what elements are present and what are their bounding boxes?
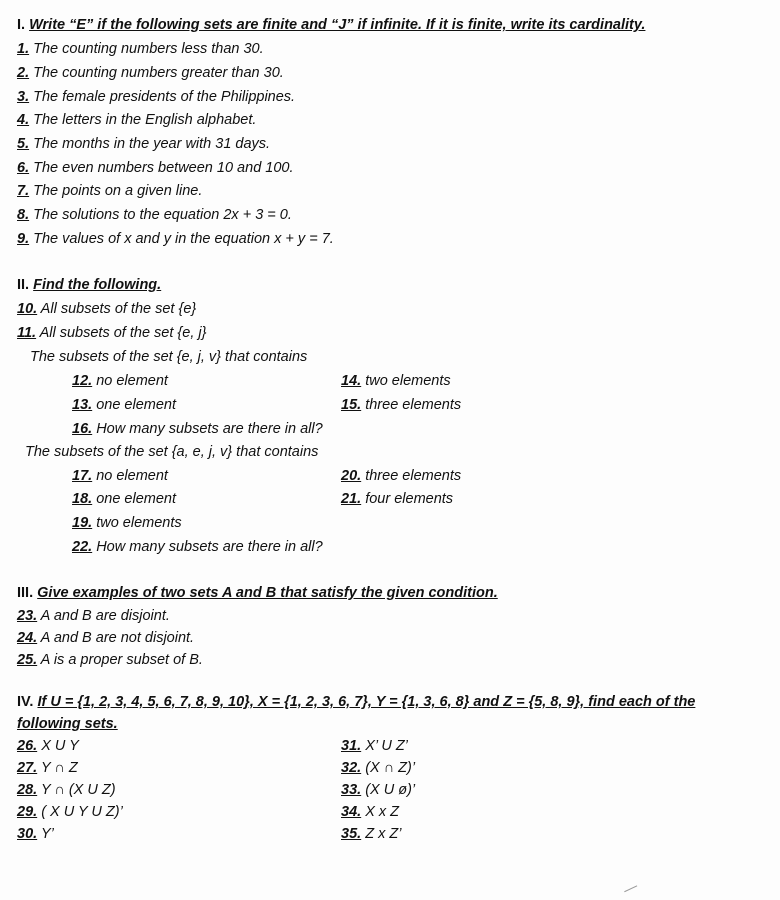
list-item	[72, 490, 176, 508]
item-number: 18.	[72, 491, 93, 507]
heading-text: If U = {1, 2, 3, 4, 5, 6, 7, 8, 9, 10}, X = {1, 2, 3, 6, 7}, Y = {1, 3, 6, 8} and Z = {5, 8, 9}, find each of the	[37, 694, 696, 710]
item-text: A and B are not disjoint.	[40, 630, 195, 646]
item-number: 34.	[341, 804, 362, 820]
item-number: 6.	[17, 160, 30, 176]
section4-heading-continued: following sets.	[17, 716, 118, 732]
list-item	[17, 230, 334, 248]
item-text: The solutions to the equation 2x + 3 = 0.	[33, 207, 292, 223]
item-number: 2.	[17, 65, 30, 81]
item-number: 24.	[17, 630, 38, 646]
item-text: (X U ø)’	[365, 782, 416, 798]
section4-heading	[17, 693, 695, 711]
item-number: 12.	[72, 373, 93, 389]
item-number: 8.	[17, 207, 30, 223]
list-item	[17, 629, 194, 647]
list-item	[341, 490, 453, 508]
item-text: How many subsets are there in all?	[96, 421, 323, 437]
item-text: one element	[96, 491, 177, 507]
item-number: 20.	[341, 468, 362, 484]
item-number: 17.	[72, 468, 93, 484]
list-item	[341, 396, 461, 414]
list-item	[341, 781, 415, 799]
item-text: three elements	[365, 468, 462, 484]
item-number: 11.	[17, 325, 37, 341]
list-item	[17, 781, 116, 799]
item-number: 14.	[341, 373, 362, 389]
item-number: 32.	[341, 760, 362, 776]
section2-heading	[17, 276, 161, 294]
list-item	[72, 467, 168, 485]
item-number: 9.	[17, 231, 30, 247]
item-number: 7.	[17, 183, 30, 199]
item-text: All subsets of the set {e}	[40, 301, 197, 317]
item-text: X’ U Z’	[365, 738, 408, 754]
item-text: The values of x and y in the equation x + y = 7.	[33, 231, 334, 247]
section-number: III.	[17, 585, 34, 601]
item-number: 31.	[341, 738, 362, 754]
heading-text: Write “E” if the following sets are finite and “J” if infinite. If it is finite, write its cardinality.	[29, 17, 646, 33]
heading-text: Give examples of two sets A and B that satisfy the given condition.	[37, 585, 498, 601]
list-item	[17, 737, 79, 755]
item-number: 10.	[17, 301, 38, 317]
item-number: 22.	[72, 539, 93, 555]
section-number: IV.	[17, 694, 34, 710]
list-item	[341, 803, 399, 821]
item-text: no element	[96, 468, 168, 484]
list-item	[17, 88, 295, 106]
item-number: 4.	[17, 112, 30, 128]
item-text: Y ∩ (X U Z)	[40, 782, 116, 798]
item-text: Y’	[40, 826, 54, 842]
item-text: X x Z	[365, 804, 400, 820]
list-item	[17, 803, 123, 821]
item-number: 35.	[341, 826, 362, 842]
list-item	[17, 206, 292, 224]
item-text: All subsets of the set {e, j}	[39, 325, 207, 341]
item-text: X U Y	[41, 738, 79, 754]
item-number: 3.	[17, 89, 30, 105]
list-item	[341, 759, 415, 777]
item-number: 15.	[341, 397, 362, 413]
item-text: ( X U Y U Z)’	[41, 804, 123, 820]
item-text: The months in the year with 31 days.	[33, 136, 271, 152]
list-item	[72, 372, 168, 390]
item-number: 16.	[72, 421, 93, 437]
item-text: three elements	[365, 397, 462, 413]
list-item	[17, 324, 206, 342]
group-intro: The subsets of the set {e, j, v} that contains	[30, 349, 308, 365]
item-text: The counting numbers greater than 30.	[33, 65, 284, 81]
group-intro: The subsets of the set {a, e, j, v} that contains	[25, 444, 319, 460]
item-text: A and B are disjoint.	[40, 608, 170, 624]
list-item	[72, 514, 182, 532]
list-item	[17, 607, 170, 625]
item-text: Y ∩ Z	[40, 760, 78, 776]
item-text: four elements	[365, 491, 454, 507]
list-item	[72, 420, 323, 438]
list-item	[17, 111, 256, 129]
section-number: I.	[17, 17, 26, 33]
item-number: 21.	[341, 491, 362, 507]
item-number: 19.	[72, 515, 93, 531]
list-item	[17, 759, 78, 777]
list-item	[341, 825, 401, 843]
list-item	[17, 135, 270, 153]
list-item	[17, 651, 203, 669]
item-text: The points on a given line.	[33, 183, 203, 199]
section1-heading	[17, 16, 645, 34]
item-text: two elements	[365, 373, 451, 389]
item-text: (X ∩ Z)’	[365, 760, 416, 776]
stray-mark	[624, 885, 640, 897]
list-item	[341, 467, 461, 485]
item-number: 5.	[17, 136, 30, 152]
item-number: 1.	[17, 41, 30, 57]
item-number: 27.	[17, 760, 38, 776]
section-number: II.	[17, 277, 30, 293]
list-item	[17, 182, 202, 200]
item-number: 28.	[17, 782, 38, 798]
item-number: 29.	[17, 804, 38, 820]
list-item	[17, 825, 54, 843]
item-text: How many subsets are there in all?	[96, 539, 323, 555]
list-item	[72, 396, 176, 414]
section3-heading	[17, 584, 498, 602]
item-text: one element	[96, 397, 177, 413]
item-text: The counting numbers less than 30.	[33, 41, 264, 57]
item-text: A is a proper subset of B.	[40, 652, 203, 668]
list-item	[17, 300, 196, 318]
item-text: The female presidents of the Philippines.	[33, 89, 296, 105]
list-item	[72, 538, 323, 556]
item-text: The letters in the English alphabet.	[33, 112, 257, 128]
item-text: no element	[96, 373, 168, 389]
item-number: 33.	[341, 782, 362, 798]
list-item	[341, 372, 451, 390]
item-number: 25.	[17, 652, 38, 668]
item-text: The even numbers between 10 and 100.	[33, 160, 294, 176]
item-text: two elements	[96, 515, 182, 531]
item-number: 26.	[17, 738, 38, 754]
list-item	[17, 159, 294, 177]
item-number: 30.	[17, 826, 38, 842]
item-number: 13.	[72, 397, 93, 413]
item-text: Z x Z’	[365, 826, 402, 842]
list-item	[17, 64, 284, 82]
list-item	[341, 737, 408, 755]
list-item	[17, 40, 264, 58]
heading-text: Find the following.	[33, 277, 162, 293]
item-number: 23.	[17, 608, 38, 624]
